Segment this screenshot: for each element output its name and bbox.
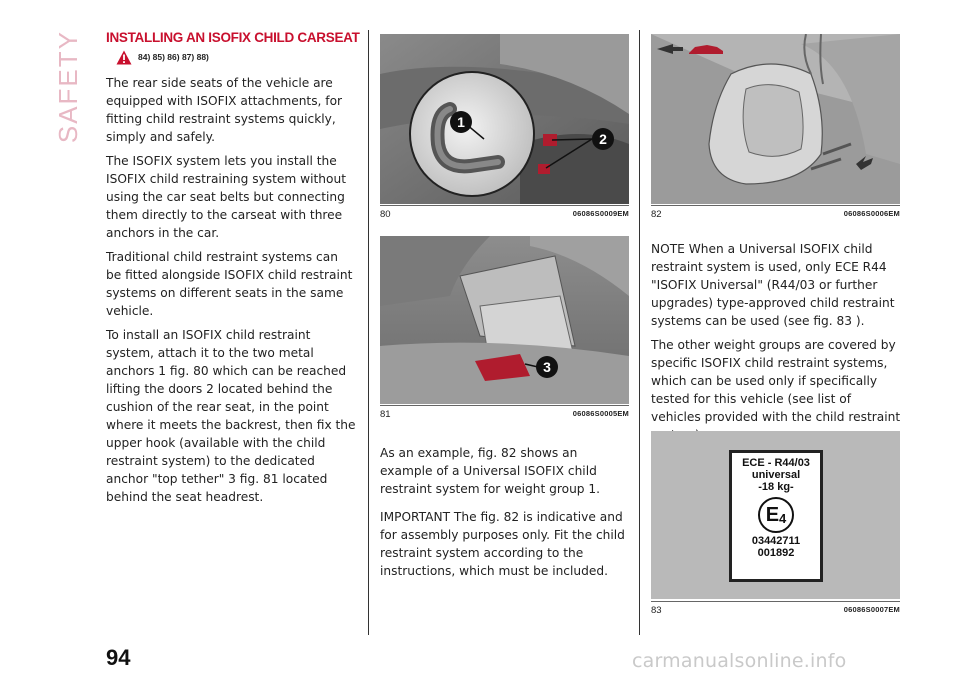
callout-3: 3 xyxy=(543,359,551,375)
figure-83-image xyxy=(651,431,900,599)
paragraph: Traditional child restraint systems can be fitted alongside ISOFIX child restraint systems on different seats in the same vehicle. xyxy=(106,250,353,318)
middle-column-text xyxy=(380,444,632,580)
top-tether-illustration xyxy=(380,236,629,404)
figure-number: 82 xyxy=(651,209,662,220)
child-seat-illustration xyxy=(651,34,900,204)
figure-number: 83 xyxy=(651,605,662,616)
paragraph: IMPORTANT The fig. 82 is indicative and for assembly purposes only. Fit the child restraint system according to the instructions, which must be included. xyxy=(380,510,625,578)
figure-80-image xyxy=(380,34,629,204)
side-label-text: SAFETY xyxy=(52,30,83,144)
approval-label xyxy=(729,450,823,582)
e-mark-number: 4 xyxy=(779,510,787,526)
caption-rule xyxy=(380,205,629,206)
paragraph: To install an ISOFIX child restraint system, attach it to the two metal anchors 1 fig. 80 which can be reached lifting the doors 2 located behind the cushion of the rear seat, in the point where it meets the backrest, then fix the upper hook (available with the child restraint system) to the dedicated anchor "top tether" 3 fig. 81 located behind the seat headrest. xyxy=(106,328,356,504)
side-section-label xyxy=(52,30,83,144)
e-mark-letter: E xyxy=(765,503,780,526)
e-mark-emblem xyxy=(758,497,794,533)
caption-rule xyxy=(651,205,900,206)
figure-code: 06086S0007EM xyxy=(843,605,900,614)
figure-code: 06086S0005EM xyxy=(572,409,629,418)
label-category: universal xyxy=(751,469,801,481)
paragraph: As an example, fig. 82 shows an example of a Universal ISOFIX child restraint system for weight group 1. xyxy=(380,446,601,496)
figure-code: 06086S0006EM xyxy=(843,209,900,218)
right-column-text xyxy=(651,240,901,444)
warning-triangle-icon xyxy=(116,50,132,65)
caption-rule xyxy=(651,601,900,602)
paragraph: The other weight groups are covered by specific ISOFIX child restraint systems, which can be used only if specifically tested for this vehicle (see list of vehicles provided with the child restraint xyxy=(651,338,901,424)
column-divider xyxy=(368,30,369,635)
label-approval-number: 03442711 xyxy=(751,535,801,547)
label-serial-number: 001892 xyxy=(757,547,795,559)
watermark-text: carmanualsonline.info xyxy=(632,650,847,672)
paragraph: The ISOFIX system lets you install the ISOFIX child restraining system without using the car seat belts but connecting them directly to the carseat with three anchors in the car. xyxy=(106,154,346,240)
figure-82-caption xyxy=(651,209,900,220)
isofix-anchor-illustration xyxy=(380,34,629,204)
paragraph: NOTE When a Universal ISOFIX child restraint system is used, only ECE R44 "ISOFIX Universal" (R44/03 or further upgrades) type-approved child restraint systems can be used (see fig. 83 ). xyxy=(651,242,895,328)
figure-code: 06086S0009EM xyxy=(572,209,629,218)
label-standard: ECE - R44/03 xyxy=(742,457,810,469)
figure-83-caption xyxy=(651,605,900,616)
column-divider xyxy=(639,30,640,635)
paragraph: The rear side seats of the vehicle are equipped with ISOFIX attachments, for fitting child restraint systems quickly, simply and safely. xyxy=(106,76,343,144)
warning-references: 84) 85) 86) 87) 88) xyxy=(138,52,209,62)
figure-82-image xyxy=(651,34,900,204)
figure-81-caption xyxy=(380,409,629,420)
figure-number: 80 xyxy=(380,209,391,220)
figure-number: 81 xyxy=(380,409,391,420)
warning-row xyxy=(116,48,356,66)
figure-81-image xyxy=(380,236,629,404)
callout-2: 2 xyxy=(599,131,607,147)
section-title: INSTALLING AN ISOFIX CHILD CARSEAT xyxy=(106,30,360,45)
callout-1: 1 xyxy=(457,114,465,130)
page-number: 94 xyxy=(106,645,131,670)
figure-80-caption xyxy=(380,209,629,220)
caption-rule xyxy=(380,405,629,406)
left-column xyxy=(106,30,360,506)
label-weight: -18 kg- xyxy=(758,481,794,493)
